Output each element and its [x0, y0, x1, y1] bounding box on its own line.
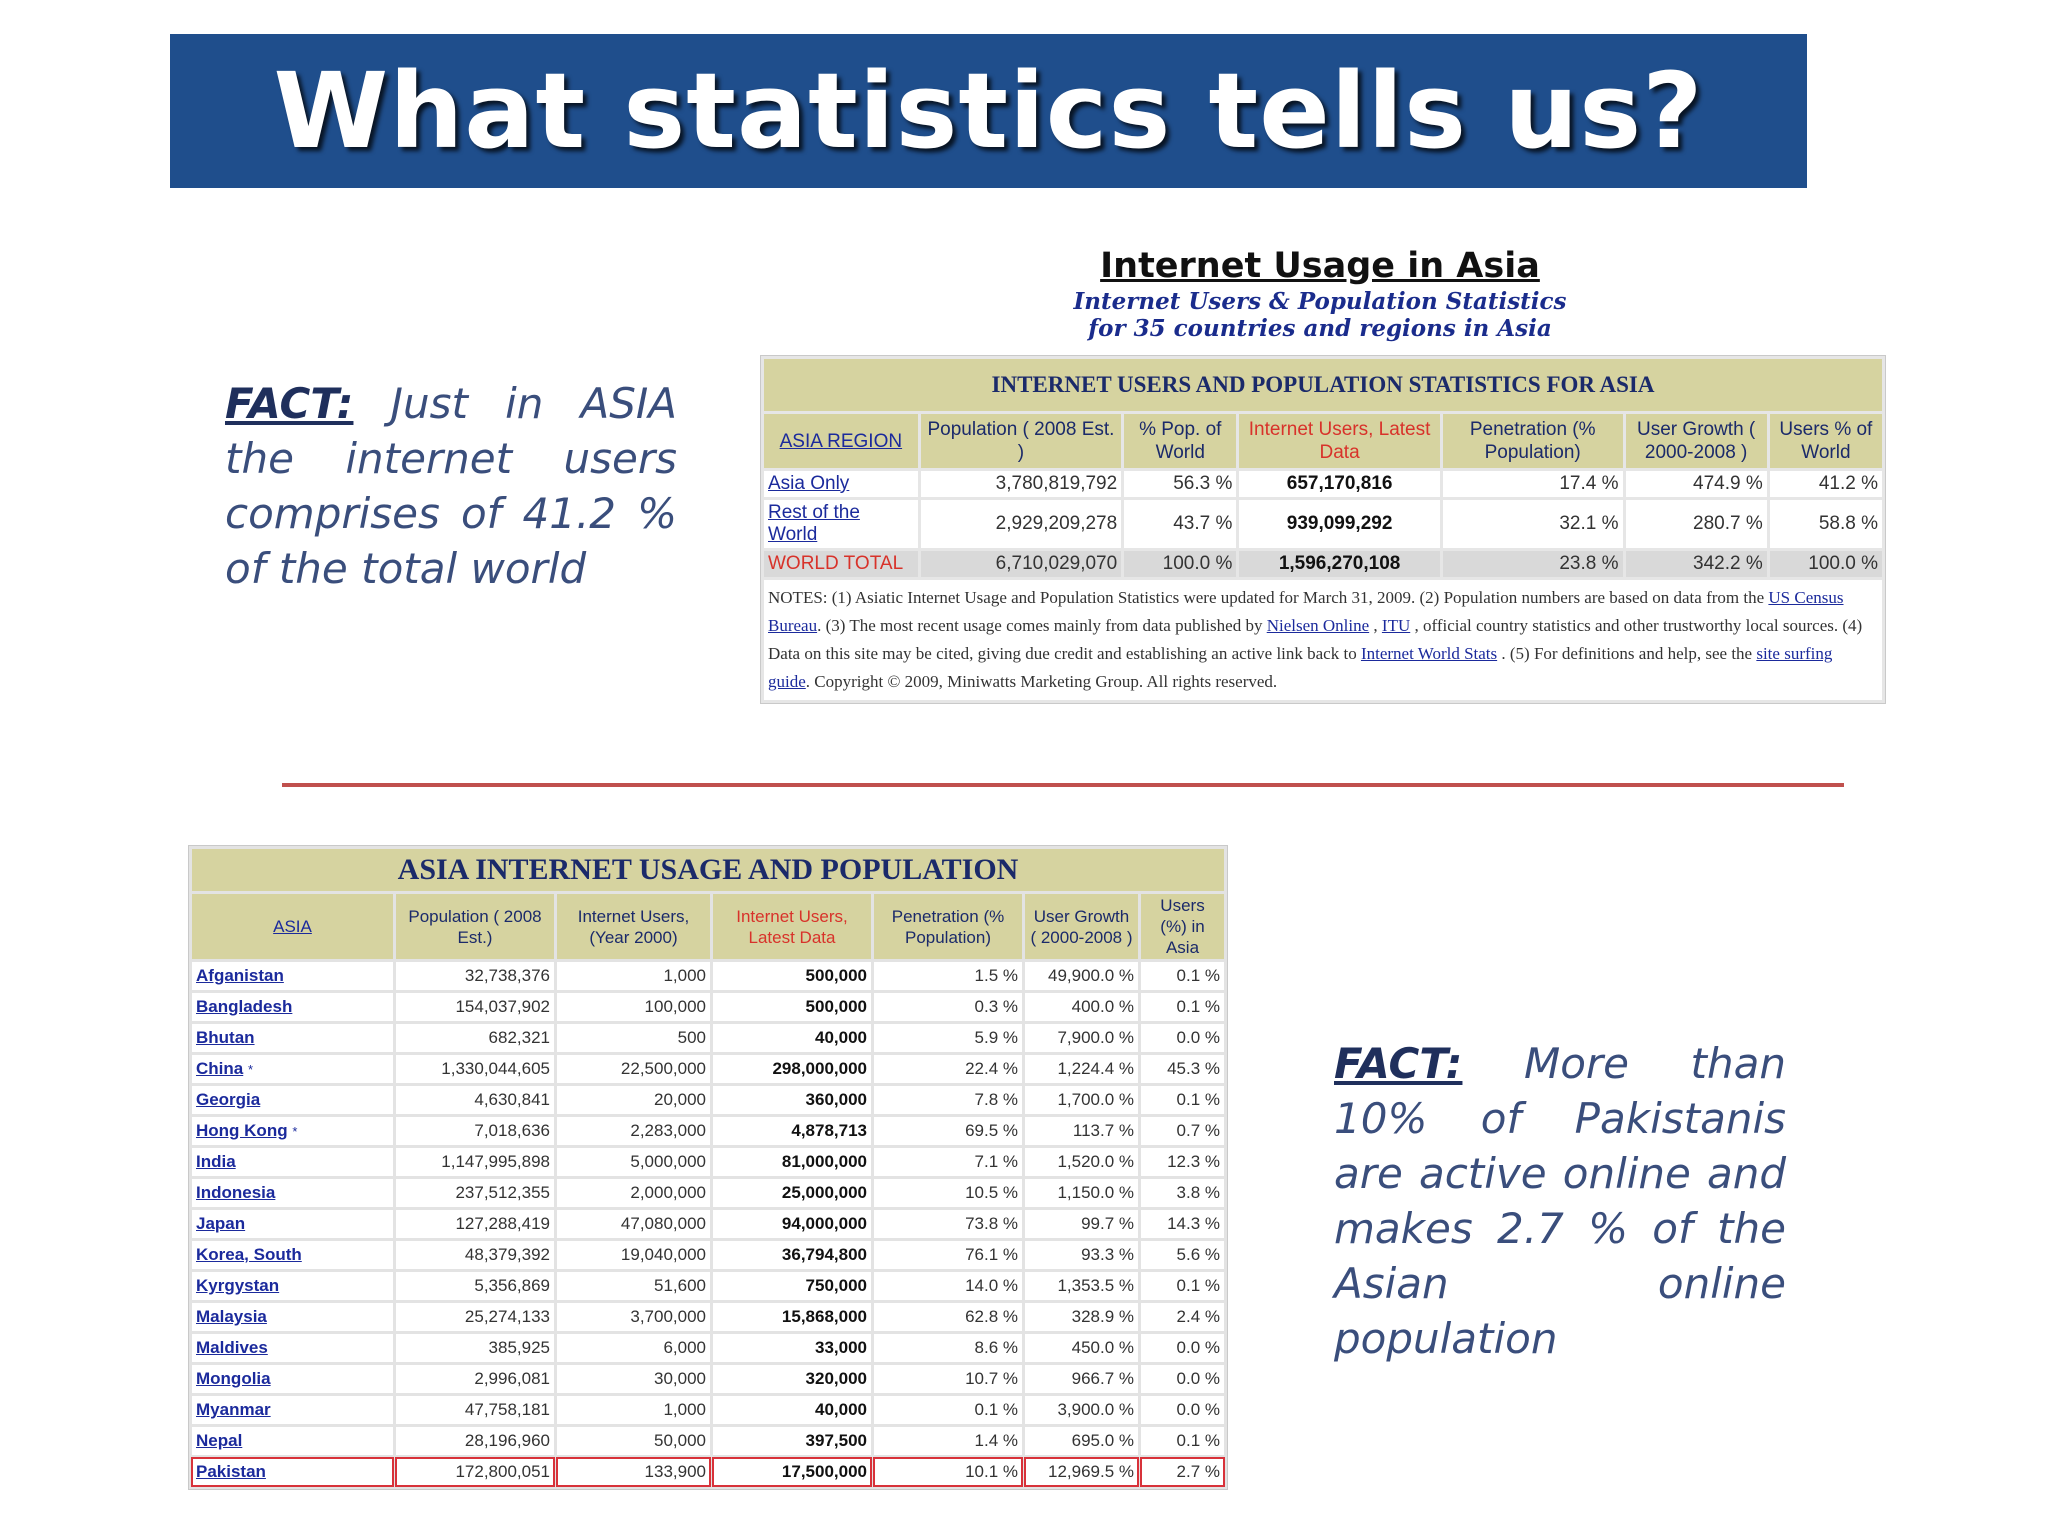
cell: 3.8 %	[1141, 1179, 1224, 1207]
table-row	[192, 993, 1224, 1021]
cell: 23.8 %	[1443, 551, 1623, 577]
table-row	[192, 1117, 1224, 1145]
table2-caption: ASIA INTERNET USAGE AND POPULATION	[192, 849, 1224, 891]
cell: 397,500	[713, 1427, 871, 1455]
table-row	[192, 1458, 1224, 1486]
cell: 41.2 %	[1770, 471, 1882, 497]
cell: 10.1 %	[874, 1458, 1022, 1486]
cell: 1,520.0 %	[1025, 1148, 1138, 1176]
country-link[interactable]: Maldives	[192, 1334, 393, 1362]
cell: 0.0 %	[1141, 1396, 1224, 1424]
cell: 28,196,960	[396, 1427, 554, 1455]
link-nielsen[interactable]: Nielsen Online	[1266, 616, 1370, 635]
cell: 1.4 %	[874, 1427, 1022, 1455]
cell: 62.8 %	[874, 1303, 1022, 1331]
header-asia-region[interactable]: ASIA REGION	[764, 414, 918, 468]
cell: 682,321	[396, 1024, 554, 1052]
table-row	[764, 500, 1882, 548]
table-row	[192, 1086, 1224, 1114]
cell: 1,000	[557, 1396, 710, 1424]
table-row	[192, 962, 1224, 990]
divider-line	[282, 783, 1844, 787]
cell: 2,283,000	[557, 1117, 710, 1145]
cell: 298,000,000	[713, 1055, 871, 1083]
cell: 2.7 %	[1141, 1458, 1224, 1486]
country-link[interactable]: Myanmar	[192, 1396, 393, 1424]
cell: 2,000,000	[557, 1179, 710, 1207]
table1-caption: INTERNET USERS AND POPULATION STATISTICS FOR ASIA	[764, 359, 1882, 411]
cell: 0.1 %	[1141, 1427, 1224, 1455]
cell: 328.9 %	[1025, 1303, 1138, 1331]
asia-stats-table	[760, 355, 1886, 704]
cell: 3,780,819,792	[921, 471, 1121, 497]
cell: 172,800,051	[396, 1458, 554, 1486]
cell: 1,353.5 %	[1025, 1272, 1138, 1300]
header-penetration: Penetration (% Population)	[1443, 414, 1623, 468]
cell: 0.0 %	[1141, 1024, 1224, 1052]
cell: 17.4 %	[1443, 471, 1623, 497]
cell: 47,758,181	[396, 1396, 554, 1424]
slide-title: What statistics tells us?	[273, 50, 1704, 172]
cell: 40,000	[713, 1396, 871, 1424]
cell: 19,040,000	[557, 1241, 710, 1269]
cell: 1,150.0 %	[1025, 1179, 1138, 1207]
country-link[interactable]: China *	[192, 1055, 393, 1083]
table-row	[192, 1148, 1224, 1176]
cell: 280.7 %	[1626, 500, 1767, 548]
cell: 45.3 %	[1141, 1055, 1224, 1083]
header-asia[interactable]: ASIA	[192, 894, 393, 959]
fact-text: Just in ASIA the internet users comprises of 41.2 % of the total world	[225, 379, 677, 593]
cell: 4,878,713	[713, 1117, 871, 1145]
cell: 966.7 %	[1025, 1365, 1138, 1393]
table1-heading	[1050, 244, 1590, 342]
cell: 3,700,000	[557, 1303, 710, 1331]
cell: 5.6 %	[1141, 1241, 1224, 1269]
cell: 10.7 %	[874, 1365, 1022, 1393]
country-link[interactable]: Afganistan	[192, 962, 393, 990]
cell: 81,000,000	[713, 1148, 871, 1176]
table-row	[192, 1334, 1224, 1362]
header-users-latest: Internet Users, Latest Data	[713, 894, 871, 959]
table1-header-row	[764, 414, 1882, 468]
header-population: Population ( 2008 Est. )	[921, 414, 1121, 468]
cell: 5.9 %	[874, 1024, 1022, 1052]
cell: 0.7 %	[1141, 1117, 1224, 1145]
table-row	[192, 1055, 1224, 1083]
country-link[interactable]: Korea, South	[192, 1241, 393, 1269]
country-link[interactable]: Nepal	[192, 1427, 393, 1455]
header-users-2000: Internet Users, (Year 2000)	[557, 894, 710, 959]
cell: 100,000	[557, 993, 710, 1021]
country-link[interactable]: Kyrgystan	[192, 1272, 393, 1300]
cell: 22,500,000	[557, 1055, 710, 1083]
cell: 0.1 %	[1141, 1086, 1224, 1114]
header-users-pct: Users % of World	[1770, 414, 1882, 468]
country-link[interactable]: Malaysia	[192, 1303, 393, 1331]
table-row-total	[764, 551, 1882, 577]
cell: 7.1 %	[874, 1148, 1022, 1176]
cell: 237,512,355	[396, 1179, 554, 1207]
cell: 1,700.0 %	[1025, 1086, 1138, 1114]
header-pct-pop: % Pop. of World	[1124, 414, 1236, 468]
cell: 22.4 %	[874, 1055, 1022, 1083]
cell: 51,600	[557, 1272, 710, 1300]
header-internet-users: Internet Users, Latest Data	[1239, 414, 1439, 468]
cell: 1,596,270,108	[1239, 551, 1439, 577]
cell: 1,000	[557, 962, 710, 990]
cell: 25,000,000	[713, 1179, 871, 1207]
table-row	[192, 1396, 1224, 1424]
cell: 7,900.0 %	[1025, 1024, 1138, 1052]
cell: 48,379,392	[396, 1241, 554, 1269]
header-user-growth: User Growth ( 2000-2008 )	[1626, 414, 1767, 468]
cell: 500,000	[713, 962, 871, 990]
cell: 14.3 %	[1141, 1210, 1224, 1238]
fact-label: FACT:	[225, 379, 354, 428]
cell: 5,356,869	[396, 1272, 554, 1300]
cell: 93.3 %	[1025, 1241, 1138, 1269]
country-link[interactable]: Hong Kong *	[192, 1117, 393, 1145]
link-itu[interactable]: ITU	[1381, 616, 1411, 635]
cell: 25,274,133	[396, 1303, 554, 1331]
row-asia-only[interactable]: Asia Only	[764, 471, 918, 497]
cell: 56.3 %	[1124, 471, 1236, 497]
country-link[interactable]: Bhutan	[192, 1024, 393, 1052]
table1-notes: NOTES: (1) Asiatic Internet Usage and Population Statistics were updated for March 31, 2009. (2) Population numbers are based on data from the US Census Bureau. (3) The most recent usage comes mainly from data published by Nielsen Online , ITU , official country statistics and other trustworthy local sources. (4) Data on this site may be cited, giving due credit and establishing an active link back to Internet World Stats . (5) For definitions and help, see the site surfing guide. Copyright © 2009, Miniwatts Marketing Group. All rights reserved.	[764, 580, 1882, 700]
header-penetration: Penetration (% Population)	[874, 894, 1022, 959]
cell: 49,900.0 %	[1025, 962, 1138, 990]
table-row	[764, 471, 1882, 497]
cell: 1.5 %	[874, 962, 1022, 990]
cell: 2.4 %	[1141, 1303, 1224, 1331]
table1-subtitle-2: for 35 countries and regions in Asia	[1088, 315, 1552, 342]
cell: 12,969.5 %	[1025, 1458, 1138, 1486]
cell: 43.7 %	[1124, 500, 1236, 548]
cell: 939,099,292	[1239, 500, 1439, 548]
row-world-total: WORLD TOTAL	[764, 551, 918, 577]
cell: 6,000	[557, 1334, 710, 1362]
cell: 8.6 %	[874, 1334, 1022, 1362]
link-us-census[interactable]: US Census Bureau	[768, 588, 1844, 635]
cell: 385,925	[396, 1334, 554, 1362]
link-site-surfing-guide[interactable]: site surfing guide	[768, 644, 1833, 691]
cell: 695.0 %	[1025, 1427, 1138, 1455]
table-row	[192, 1272, 1224, 1300]
cell: 500	[557, 1024, 710, 1052]
cell: 1,330,044,605	[396, 1055, 554, 1083]
cell: 33,000	[713, 1334, 871, 1362]
cell: 133,900	[557, 1458, 710, 1486]
cell: 360,000	[713, 1086, 871, 1114]
cell: 10.5 %	[874, 1179, 1022, 1207]
cell: 12.3 %	[1141, 1148, 1224, 1176]
cell: 76.1 %	[874, 1241, 1022, 1269]
cell: 20,000	[557, 1086, 710, 1114]
country-link[interactable]: India	[192, 1148, 393, 1176]
country-link[interactable]: Indonesia	[192, 1179, 393, 1207]
country-link[interactable]: Georgia	[192, 1086, 393, 1114]
cell: 15,868,000	[713, 1303, 871, 1331]
cell: 0.1 %	[874, 1396, 1022, 1424]
cell: 750,000	[713, 1272, 871, 1300]
cell: 58.8 %	[1770, 500, 1882, 548]
table-row	[192, 1427, 1224, 1455]
cell: 320,000	[713, 1365, 871, 1393]
cell: 0.1 %	[1141, 993, 1224, 1021]
cell: 400.0 %	[1025, 993, 1138, 1021]
table-row	[192, 1210, 1224, 1238]
cell: 657,170,816	[1239, 471, 1439, 497]
cell: 14.0 %	[874, 1272, 1022, 1300]
table1-subtitle-1: Internet Users & Population Statistics	[1073, 288, 1567, 315]
link-internet-world-stats[interactable]: Internet World Stats	[1360, 644, 1498, 663]
cell: 0.1 %	[1141, 962, 1224, 990]
cell: 0.3 %	[874, 993, 1022, 1021]
header-population: Population ( 2008 Est.)	[396, 894, 554, 959]
cell: 113.7 %	[1025, 1117, 1138, 1145]
fact-pakistan	[1334, 1036, 1786, 1366]
table-row	[192, 1024, 1224, 1052]
cell: 32,738,376	[396, 962, 554, 990]
cell: 1,224.4 %	[1025, 1055, 1138, 1083]
table-row	[192, 1179, 1224, 1207]
cell: 7,018,636	[396, 1117, 554, 1145]
table2-header-row	[192, 894, 1224, 959]
cell: 69.5 %	[874, 1117, 1022, 1145]
cell: 100.0 %	[1124, 551, 1236, 577]
fact-label: FACT:	[1334, 1039, 1463, 1088]
cell: 474.9 %	[1626, 471, 1767, 497]
cell: 40,000	[713, 1024, 871, 1052]
table1-title: Internet Usage in Asia	[1100, 246, 1540, 286]
fact-text: More than 10% of Pakistanis are active online and makes 2.7 % of the Asian online population	[1334, 1039, 1786, 1363]
cell: 100.0 %	[1770, 551, 1882, 577]
cell: 127,288,419	[396, 1210, 554, 1238]
header-users-in-asia: Users (%) in Asia	[1141, 894, 1224, 959]
cell: 1,147,995,898	[396, 1148, 554, 1176]
cell: 0.1 %	[1141, 1272, 1224, 1300]
cell: 342.2 %	[1626, 551, 1767, 577]
country-link[interactable]: Bangladesh	[192, 993, 393, 1021]
cell: 500,000	[713, 993, 871, 1021]
cell: 36,794,800	[713, 1241, 871, 1269]
cell: 47,080,000	[557, 1210, 710, 1238]
cell: 17,500,000	[713, 1458, 871, 1486]
cell: 99.7 %	[1025, 1210, 1138, 1238]
asia-country-table	[188, 845, 1228, 1490]
cell: 6,710,029,070	[921, 551, 1121, 577]
cell: 50,000	[557, 1427, 710, 1455]
cell: 0.0 %	[1141, 1334, 1224, 1362]
cell: 450.0 %	[1025, 1334, 1138, 1362]
cell: 73.8 %	[874, 1210, 1022, 1238]
country-link[interactable]: Japan	[192, 1210, 393, 1238]
fact-asia	[225, 376, 677, 596]
cell: 0.0 %	[1141, 1365, 1224, 1393]
cell: 4,630,841	[396, 1086, 554, 1114]
cell: 30,000	[557, 1365, 710, 1393]
cell: 3,900.0 %	[1025, 1396, 1138, 1424]
table-row	[192, 1365, 1224, 1393]
cell: 5,000,000	[557, 1148, 710, 1176]
table-row	[192, 1303, 1224, 1331]
cell: 94,000,000	[713, 1210, 871, 1238]
cell: 2,996,081	[396, 1365, 554, 1393]
country-link[interactable]: Mongolia	[192, 1365, 393, 1393]
table2-body	[192, 962, 1224, 1486]
cell: 7.8 %	[874, 1086, 1022, 1114]
country-link[interactable]: Pakistan	[192, 1458, 393, 1486]
cell: 32.1 %	[1443, 500, 1623, 548]
cell: 154,037,902	[396, 993, 554, 1021]
cell: 2,929,209,278	[921, 500, 1121, 548]
table-row	[192, 1241, 1224, 1269]
row-rest-of-world[interactable]: Rest of the World	[764, 500, 918, 548]
header-user-growth: User Growth ( 2000-2008 )	[1025, 894, 1138, 959]
title-banner	[170, 34, 1807, 188]
